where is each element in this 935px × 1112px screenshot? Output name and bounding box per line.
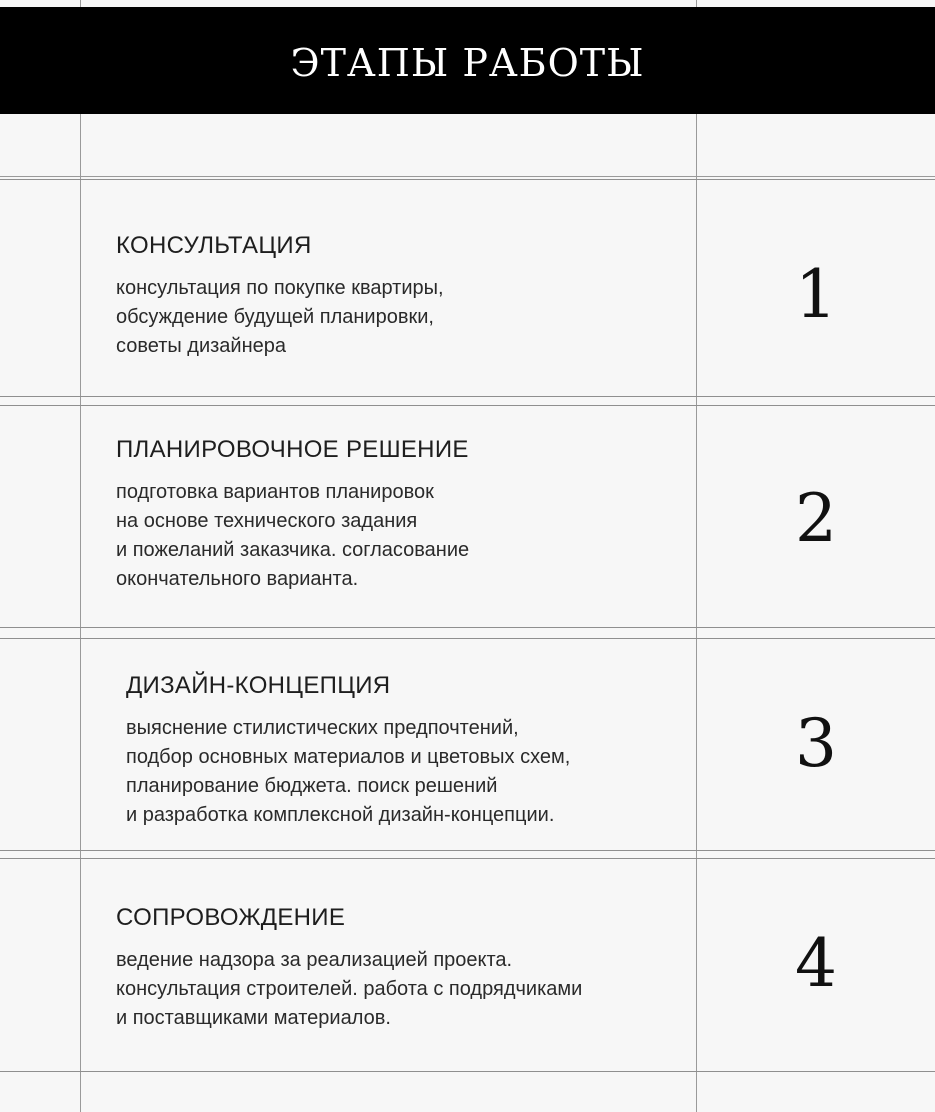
stage-card-planning <box>0 405 935 628</box>
stage-title: ПЛАНИРОВОЧНОЕ РЕШЕНИЕ <box>116 436 469 463</box>
stage-card-supervision <box>0 858 935 1072</box>
header-banner <box>0 7 935 114</box>
stage-number: 2 <box>795 480 837 557</box>
stage-card-consultation <box>0 179 935 397</box>
stage-content <box>126 672 696 830</box>
stage-card-design-concept <box>0 638 935 851</box>
grid-line-horizontal <box>0 176 935 177</box>
stage-divider-left <box>80 639 81 850</box>
stage-description <box>116 274 686 361</box>
stage-content <box>116 436 686 594</box>
stage-description-line: подготовка вариантов планировок <box>116 481 434 503</box>
stage-divider-left <box>80 180 81 396</box>
stage-title: КОНСУЛЬТАЦИЯ <box>116 232 312 259</box>
stage-divider-left <box>80 406 81 627</box>
stage-content <box>116 232 686 361</box>
stage-content <box>116 904 686 1033</box>
stage-description-line: планирование бюджета. поиск решений <box>126 775 498 797</box>
stage-description-line: обсуждение будущей планировки, <box>116 306 434 328</box>
stage-number: 4 <box>795 925 837 1002</box>
stage-divider-left <box>80 859 81 1071</box>
page-title: ЭТАПЫ РАБОТЫ <box>290 40 645 85</box>
stage-description-line: подбор основных материалов и цветовых схем, <box>126 746 571 768</box>
stage-description-line: и пожеланий заказчика. согласование <box>116 539 470 561</box>
stage-description <box>116 478 686 594</box>
stage-description-line: на основе технического задания <box>116 510 418 532</box>
stage-title: ДИЗАЙН-КОНЦЕПЦИЯ <box>126 672 391 699</box>
stage-description-line: советы дизайнера <box>116 335 287 357</box>
stage-description-line: и разработка комплексной дизайн-концепции. <box>126 804 555 826</box>
stage-description-line: консультация строителей. работа с подрядчиками <box>116 978 583 1000</box>
stage-description-line: консультация по покупке квартиры, <box>116 277 444 299</box>
stage-description-line: окончательного варианта. <box>116 568 359 590</box>
stage-number: 3 <box>795 705 837 782</box>
stage-number: 1 <box>795 256 837 333</box>
stage-description <box>126 714 696 830</box>
stage-description-line: выяснение стилистических предпочтений, <box>126 717 519 739</box>
stage-title: СОПРОВОЖДЕНИЕ <box>116 904 346 931</box>
stage-description <box>116 946 686 1033</box>
stage-description-line: и поставщиками материалов. <box>116 1007 391 1029</box>
stage-description-line: ведение надзора за реализацией проекта. <box>116 949 513 971</box>
